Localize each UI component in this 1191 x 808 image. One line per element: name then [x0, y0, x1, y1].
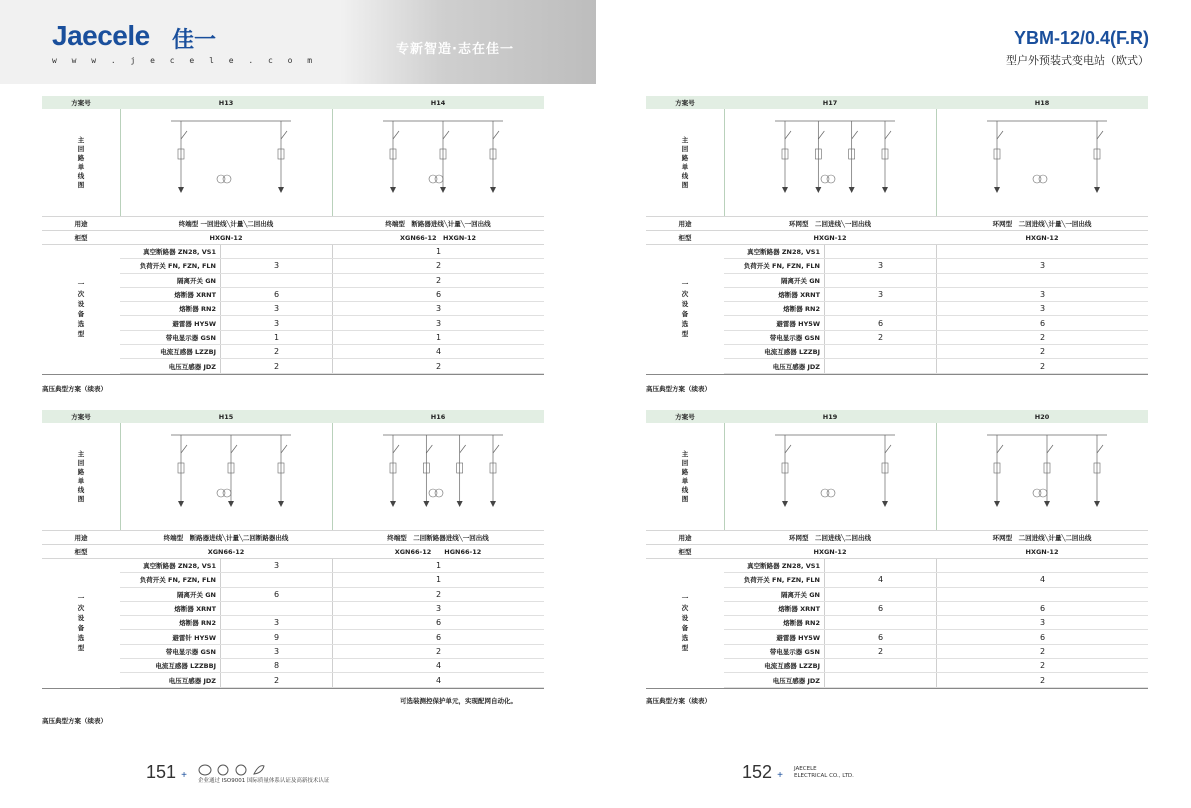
- equipment-row: [120, 588, 544, 602]
- equipment-row: [120, 331, 544, 345]
- scheme-b: H14: [430, 98, 446, 107]
- equipment-row: [120, 274, 544, 288]
- equipment-name: 隔离开关 GN: [780, 276, 820, 285]
- equipment-qty-b: 2: [332, 274, 544, 287]
- equip-char: 设: [681, 300, 689, 309]
- single-line-diagram-a: [724, 423, 936, 530]
- equipment-name: 熔断器 RN2: [783, 305, 820, 314]
- equipment-qty-a: 1: [220, 331, 332, 344]
- equipment-name: 负荷开关 FN, FZN, FLN: [139, 576, 216, 585]
- equipment-row: [724, 602, 1148, 616]
- equipment-qty-a: 6: [824, 602, 936, 615]
- diagram-char: 图: [681, 494, 689, 503]
- diagram-row: [42, 423, 544, 531]
- equipment-qty-b: 3: [936, 259, 1148, 272]
- cabinet-a: XGN66-12: [207, 547, 245, 556]
- diagram-char: 回: [77, 458, 85, 467]
- equip-char: 备: [77, 624, 85, 633]
- equip-char: 选: [681, 634, 689, 643]
- logo-url: w w w . j e c e l e . c o m: [52, 56, 318, 65]
- equipment-qty-a: [824, 559, 936, 572]
- equipment-name: 负荷开关 FN, FZN, FLN: [743, 262, 820, 271]
- equipment-name: 带电显示器 GSN: [165, 647, 216, 656]
- equipment-qty-b: 2: [936, 645, 1148, 658]
- equipment-qty-a: 4: [824, 573, 936, 586]
- note-cont-2: 高压典型方案（续表）: [646, 385, 711, 393]
- equipment-row: [120, 630, 544, 644]
- equipment-qty-a: 6: [220, 588, 332, 601]
- equipment-name: 真空断路器 ZN28, VS1: [747, 248, 820, 257]
- panel-header: [42, 410, 544, 423]
- equipment-qty-b: 6: [332, 630, 544, 643]
- equipment-qty-a: [824, 345, 936, 358]
- diagram-char: 主: [77, 135, 85, 144]
- equipment-qty-a: 6: [824, 316, 936, 329]
- scheme-panel-p3: [42, 410, 544, 689]
- note-cont-1: 高压典型方案（续表）: [42, 385, 107, 393]
- single-line-diagram-b: [936, 423, 1148, 530]
- equipment-row: [724, 302, 1148, 316]
- equipment-name: 带电显示器 GSN: [769, 333, 820, 342]
- iso-icon: [216, 764, 230, 776]
- equipment-row: [120, 659, 544, 673]
- equipment-name: 隔离开关 GN: [780, 590, 820, 599]
- equipment-name: 避雷针 HY5W: [172, 633, 216, 642]
- equipment-name: 熔断器 RN2: [179, 305, 216, 314]
- equipment-qty-b: 3: [936, 288, 1148, 301]
- diagram-char: 线: [77, 171, 85, 180]
- equipment-qty-b: 2: [936, 359, 1148, 372]
- company-2: ELECTRICAL CO., LTD.: [794, 773, 854, 779]
- diagram-char: 主: [77, 449, 85, 458]
- use-row: [646, 217, 1148, 231]
- equipment-row: [120, 616, 544, 630]
- equipment-name: 隔离开关 GN: [176, 590, 216, 599]
- scheme-a: H19: [822, 412, 838, 421]
- equipment-row: [724, 673, 1148, 687]
- equipment-qty-b: 6: [332, 288, 544, 301]
- equipment-qty-a: [824, 245, 936, 258]
- equipment-qty-b: 6: [332, 616, 544, 629]
- diagram-char: 回: [681, 144, 689, 153]
- equipment-qty-b: 3: [936, 302, 1148, 315]
- scheme-a: H15: [218, 412, 234, 421]
- equipment-qty-a: [824, 673, 936, 686]
- equipment-row: [724, 316, 1148, 330]
- equipment-qty-a: [824, 274, 936, 287]
- equipment-qty-b: 2: [332, 588, 544, 601]
- equipment-name: 熔断器 XRNT: [174, 605, 216, 614]
- equip-char: 设: [77, 614, 85, 623]
- equip-char: 次: [681, 290, 689, 299]
- scheme-b: H18: [1034, 98, 1050, 107]
- model-title: YBM-12/0.4(F.R): [1013, 28, 1149, 48]
- diagram-label: [646, 423, 724, 530]
- equipment-name: 电压互感器 JDZ: [168, 676, 216, 685]
- equipment-qty-b: 6: [936, 316, 1148, 329]
- equipment-qty-b: [936, 245, 1148, 258]
- equipment-qty-b: 2: [332, 645, 544, 658]
- use-b: 终端型 断路器进线╲计量╲一回出线: [385, 220, 491, 228]
- diagram-label: [646, 109, 724, 216]
- equipment-qty-a: 6: [220, 288, 332, 301]
- equip-char: 次: [77, 290, 85, 299]
- equipment-row: [724, 288, 1148, 302]
- equip-char: 设: [77, 300, 85, 309]
- equipment-qty-a: [824, 616, 936, 629]
- cabinet-b: HXGN-12: [1025, 547, 1059, 556]
- equip-label: [42, 559, 120, 688]
- logo-cn: 佳一: [172, 28, 217, 53]
- use-b: 环网型 二回进线╲计量╲一回出线: [992, 220, 1092, 228]
- equipment-qty-a: [220, 573, 332, 586]
- cabinet-label: 柜型: [678, 234, 692, 242]
- diagram-char: 路: [77, 153, 85, 162]
- diagram-char: 路: [681, 467, 689, 476]
- use-b: 环网型 二回进线╲计量╲二回出线: [992, 534, 1092, 542]
- equipment-name: 负荷开关 FN, FZN, FLN: [139, 262, 216, 271]
- equipment-row: [120, 288, 544, 302]
- equipment-row: [120, 559, 544, 573]
- scheme-label: 方案号: [675, 99, 695, 107]
- equipment-row: [724, 573, 1148, 587]
- equipment-name: 真空断路器 ZN28, VS1: [747, 562, 820, 571]
- equipment-qty-b: 4: [332, 673, 544, 686]
- equipment-row: [724, 659, 1148, 673]
- use-b: 终端型 二回断路器进线╲一回出线: [387, 534, 489, 542]
- use-a: 环网型 二回进线╲一回出线: [789, 220, 871, 228]
- equipment-name: 电流互感器 LZZBJ: [764, 348, 820, 357]
- equipment-row: [724, 274, 1148, 288]
- use-label: 用途: [74, 220, 88, 228]
- cabinet-label: 柜型: [74, 234, 88, 242]
- equip-char: 备: [77, 310, 85, 319]
- equipment-row: [120, 645, 544, 659]
- equipment-name: 电压互感器 JDZ: [772, 362, 820, 371]
- scheme-label: 方案号: [675, 413, 695, 421]
- equipment-qty-a: 3: [220, 316, 332, 329]
- logo: Jaecele: [52, 20, 150, 51]
- equipment-qty-a: 9: [220, 630, 332, 643]
- equipment-qty-a: 2: [220, 359, 332, 372]
- equip-char: 一: [77, 594, 85, 603]
- equipment-name: 避雷器 HY5W: [776, 319, 820, 328]
- equipment-row: [120, 259, 544, 273]
- equip-char: 型: [681, 644, 689, 653]
- equipment-name: 避雷器 HY5W: [776, 633, 820, 642]
- diagram-char: 回: [77, 144, 85, 153]
- diagram-char: 主: [681, 135, 689, 144]
- equipment-row: [120, 345, 544, 359]
- single-line-diagram-a: [724, 109, 936, 216]
- equipment-name: 熔断器 XRNT: [174, 291, 216, 300]
- equipment-qty-b: 3: [936, 616, 1148, 629]
- equipment-row: [724, 645, 1148, 659]
- equipment-qty-b: 3: [332, 602, 544, 615]
- equipment-qty-a: 3: [220, 616, 332, 629]
- equipment-qty-a: 3: [220, 559, 332, 572]
- equipment-name: 电流互感器 LZZBJ: [764, 662, 820, 671]
- equipment-section: [42, 559, 544, 689]
- use-row: [646, 531, 1148, 545]
- equipment-qty-a: [824, 302, 936, 315]
- equipment-row: [120, 316, 544, 330]
- equipment-row: [120, 602, 544, 616]
- equipment-qty-a: 3: [220, 645, 332, 658]
- ccc-icon: [198, 764, 212, 776]
- cabinet-label: 柜型: [74, 548, 88, 556]
- equipment-row: [724, 345, 1148, 359]
- diagram-char: 路: [77, 467, 85, 476]
- single-line-diagram-a: [120, 423, 332, 530]
- equipment-qty-b: 2: [332, 259, 544, 272]
- equipment-row: [120, 573, 544, 587]
- equipment-section: [646, 559, 1148, 689]
- single-line-diagram-b: [936, 109, 1148, 216]
- equip-char: 次: [681, 604, 689, 613]
- equipment-row: [120, 302, 544, 316]
- use-a: 终端型 断路器进线╲计量╲二回断路器出线: [163, 534, 289, 542]
- equipment-qty-a: 3: [220, 302, 332, 315]
- equipment-qty-a: 2: [220, 673, 332, 686]
- equipment-qty-a: [824, 359, 936, 372]
- equipment-row: [724, 259, 1148, 273]
- equipment-qty-a: 3: [824, 288, 936, 301]
- company-1: JAECELE: [794, 766, 817, 772]
- equipment-qty-a: 3: [824, 259, 936, 272]
- equipment-qty-b: 3: [332, 316, 544, 329]
- equip-char: 一: [77, 280, 85, 289]
- scheme-label: 方案号: [71, 413, 91, 421]
- equipment-section: [646, 245, 1148, 375]
- equipment-name: 电流互感器 LZZBBJ: [155, 662, 216, 671]
- equipment-qty-a: [824, 659, 936, 672]
- note-cont-4: 高压典型方案（续表）: [646, 697, 711, 705]
- equipment-name: 带电显示器 GSN: [165, 333, 216, 342]
- use-label: 用途: [678, 534, 692, 542]
- equip-label: [646, 245, 724, 374]
- equipment-name: 熔断器 RN2: [179, 619, 216, 628]
- use-row: [42, 531, 544, 545]
- equipment-qty-b: 2: [936, 673, 1148, 686]
- diagram-row: [646, 423, 1148, 531]
- cabinet-b: XGN66-12 HXGN-12: [399, 234, 477, 242]
- diagram-row: [646, 109, 1148, 217]
- diagram-char: 单: [77, 476, 85, 485]
- equipment-row: [724, 616, 1148, 630]
- equipment-qty-a: [220, 274, 332, 287]
- equipment-row: [724, 559, 1148, 573]
- cabinet-row: [646, 231, 1148, 245]
- scheme-b: H16: [430, 412, 446, 421]
- equipment-qty-a: [220, 602, 332, 615]
- use-a: 终端型 一回进线╲计量╲二回出线: [178, 220, 274, 228]
- equipment-qty-a: [220, 245, 332, 258]
- panel-header: [646, 96, 1148, 109]
- equip-char: 一: [681, 280, 689, 289]
- scheme-a: H13: [218, 98, 234, 107]
- cabinet-row: [42, 231, 544, 245]
- page-num-r: 152: [742, 762, 773, 782]
- note-auto: 可选装测控保护单元，实现配网自动化。: [400, 697, 517, 705]
- scheme-panel-p4: [646, 410, 1148, 689]
- page-number-left: [146, 762, 187, 783]
- equipment-name: 负荷开关 FN, FZN, FLN: [743, 576, 820, 585]
- equipment-qty-b: 2: [936, 345, 1148, 358]
- model-subtitle: 型户外预装式变电站（欧式）: [1006, 54, 1149, 67]
- cabinet-a: HXGN-12: [813, 547, 847, 556]
- diagram-char: 图: [77, 180, 85, 189]
- equipment-qty-b: [936, 559, 1148, 572]
- equipment-row: [120, 673, 544, 687]
- equip-label: [42, 245, 120, 374]
- cabinet-label: 柜型: [678, 548, 692, 556]
- use-label: 用途: [74, 534, 88, 542]
- equipment-qty-a: 3: [220, 259, 332, 272]
- equip-char: 备: [681, 310, 689, 319]
- scheme-panel-p1: [42, 96, 544, 375]
- equipment-qty-b: 4: [332, 345, 544, 358]
- equipment-qty-b: 1: [332, 573, 544, 586]
- cabinet-row: [646, 545, 1148, 559]
- equip-char: 设: [681, 614, 689, 623]
- equipment-name: 电压互感器 JDZ: [168, 362, 216, 371]
- equipment-qty-b: 6: [936, 630, 1148, 643]
- equip-char: 型: [681, 330, 689, 339]
- equipment-name: 隔离开关 GN: [176, 276, 216, 285]
- scheme-b: H20: [1034, 412, 1050, 421]
- diagram-char: 图: [77, 494, 85, 503]
- equip-char: 次: [77, 604, 85, 613]
- page-num-l: 151: [146, 762, 177, 782]
- slogan: 专新智造·志在佳一: [396, 42, 514, 57]
- equipment-row: [724, 359, 1148, 373]
- scheme-a: H17: [822, 98, 838, 107]
- equipment-qty-a: 8: [220, 659, 332, 672]
- equipment-name: 熔断器 XRNT: [778, 291, 820, 300]
- equipment-name: 电流互感器 LZZBJ: [160, 348, 216, 357]
- diagram-char: 回: [681, 458, 689, 467]
- equipment-qty-a: 6: [824, 630, 936, 643]
- use-a: 环网型 二回进线╲二回出线: [789, 534, 871, 542]
- equipment-name: 真空断路器 ZN28, VS1: [143, 248, 216, 257]
- equipment-row: [724, 630, 1148, 644]
- diagram-label: [42, 109, 120, 216]
- equipment-section: [42, 245, 544, 375]
- cert-icons: [198, 764, 266, 776]
- equipment-row: [724, 331, 1148, 345]
- diagram-row: [42, 109, 544, 217]
- cabinet-row: [42, 545, 544, 559]
- use-row: [42, 217, 544, 231]
- plus-icon: +: [181, 770, 187, 781]
- equipment-name: 避雷器 HY5W: [172, 319, 216, 328]
- equip-char: 型: [77, 330, 85, 339]
- diagram-char: 单: [681, 162, 689, 171]
- equipment-row: [724, 588, 1148, 602]
- equip-char: 选: [77, 320, 85, 329]
- single-line-diagram-b: [332, 423, 544, 530]
- cabinet-b: HXGN-12: [1025, 233, 1059, 242]
- note-cont-3: 高压典型方案（续表）: [42, 717, 107, 725]
- cabinet-a: HXGN-12: [813, 233, 847, 242]
- single-line-diagram-b: [332, 109, 544, 216]
- diagram-char: 路: [681, 153, 689, 162]
- equipment-row: [120, 245, 544, 259]
- diagram-char: 主: [681, 449, 689, 458]
- panel-header: [646, 410, 1148, 423]
- cert-text: 企业通过 ISO9001 国际质量体系认证及高新技术认证: [198, 778, 330, 784]
- equip-char: 型: [77, 644, 85, 653]
- equipment-qty-b: 4: [936, 573, 1148, 586]
- diagram-char: 单: [681, 476, 689, 485]
- cabinet-a: HXGN-12: [209, 233, 243, 242]
- panel-header: [42, 96, 544, 109]
- equipment-qty-b: 2: [936, 659, 1148, 672]
- equipment-row: [724, 245, 1148, 259]
- equipment-name: 带电显示器 GSN: [769, 647, 820, 656]
- equipment-name: 熔断器 XRNT: [778, 605, 820, 614]
- equipment-qty-b: 2: [936, 331, 1148, 344]
- diagram-char: 线: [681, 485, 689, 494]
- equipment-qty-a: 2: [824, 331, 936, 344]
- equip-char: 备: [681, 624, 689, 633]
- plus-icon-r: +: [777, 770, 783, 781]
- diagram-char: 线: [77, 485, 85, 494]
- cabinet-b: XGN66-12 HGN66-12: [394, 548, 482, 556]
- equipment-qty-b: 6: [936, 602, 1148, 615]
- equipment-qty-a: 2: [824, 645, 936, 658]
- equip-label: [646, 559, 724, 688]
- equipment-qty-b: [936, 274, 1148, 287]
- equipment-name: 电压互感器 JDZ: [772, 676, 820, 685]
- equipment-name: 真空断路器 ZN28, VS1: [143, 562, 216, 571]
- use-label: 用途: [678, 220, 692, 228]
- scheme-label: 方案号: [71, 99, 91, 107]
- diagram-label: [42, 423, 120, 530]
- equipment-row: [120, 359, 544, 373]
- equipment-qty-b: 1: [332, 559, 544, 572]
- equip-char: 选: [77, 634, 85, 643]
- equipment-qty-b: 4: [332, 659, 544, 672]
- diagram-char: 图: [681, 180, 689, 189]
- equipment-qty-b: 3: [332, 302, 544, 315]
- leaf-icon: [252, 764, 266, 776]
- single-line-diagram-a: [120, 109, 332, 216]
- cert-icon: [234, 764, 248, 776]
- equip-char: 选: [681, 320, 689, 329]
- equipment-qty-a: [824, 588, 936, 601]
- equipment-qty-b: 2: [332, 359, 544, 372]
- equipment-name: 熔断器 RN2: [783, 619, 820, 628]
- equip-char: 一: [681, 594, 689, 603]
- page-number-right: [742, 762, 783, 783]
- equipment-qty-b: [936, 588, 1148, 601]
- equipment-qty-b: 1: [332, 331, 544, 344]
- equipment-qty-b: 1: [332, 245, 544, 258]
- diagram-char: 单: [77, 162, 85, 171]
- scheme-panel-p2: [646, 96, 1148, 375]
- equipment-qty-a: 2: [220, 345, 332, 358]
- diagram-char: 线: [681, 171, 689, 180]
